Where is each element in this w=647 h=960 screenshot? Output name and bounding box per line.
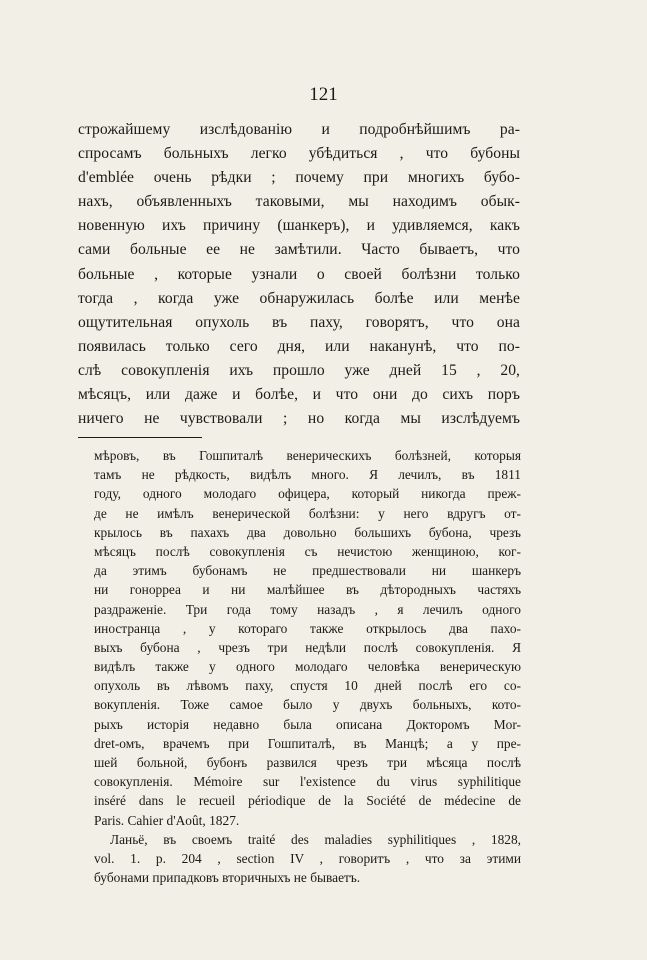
- text-line: тогда , когда уже обнаружилась болѣе или менѣе: [78, 289, 520, 307]
- footnote-line: мѣсяцъ послѣ совокупленія съ нечистою женщиною, ког-: [94, 543, 521, 559]
- text-line: d'emblée очень рѣдки ; почему при многихъ бубо-: [78, 169, 520, 187]
- footnote-line: раздраженіе. Три года тому назадъ , я лечилъ одного: [94, 601, 521, 617]
- footnote-line: опухоль въ лѣвомъ паху, спустя 10 дней послѣ его со-: [94, 678, 521, 694]
- footnote-line: dret-омъ, врачемъ при Гошпиталѣ, въ Манцѣ; а у пре-: [94, 735, 521, 751]
- footnote-line: ни гонорреа и ни малѣйшее въ дѣтородныхъ частяхъ: [94, 582, 521, 598]
- footnote: [94, 446, 521, 887]
- text-line: ощутительная опухоль въ паху, говорятъ, что она: [78, 313, 520, 331]
- footnote-line: выхъ бубона , чрезъ три недѣли послѣ совокупленія. Я: [94, 639, 521, 655]
- footnote-line: де не имѣлъ венерической болѣзни: у него вдругъ от-: [94, 505, 521, 521]
- footnote-line: мѣровъ, въ Гошпиталѣ венерическихъ болѣзней, которыя: [94, 448, 521, 463]
- footnote-line: крылось въ пахахъ два довольно большихъ бубона, чрезъ: [94, 524, 521, 540]
- footnote-line: да этимъ бубонамъ не предшествовали ни шанкеръ: [94, 563, 521, 579]
- page-number: 121: [309, 84, 338, 105]
- footnote-line: рыхъ исторія недавно была описана Докторомъ Mor-: [94, 716, 521, 732]
- text-line: появилась только сего дня, или наканунѣ, что по-: [78, 337, 520, 355]
- footnote-line: Ланьё, въ своемъ traité des maladies syphilitiques , 1828,: [110, 831, 521, 847]
- footnote-line: шей больной, бубонъ развился чрезъ три мѣсяца послѣ: [94, 755, 521, 770]
- footnote-line: inséré dans le recueil périodique de la Société de médecine de: [94, 793, 521, 809]
- text-line: мѣсяцъ, или даже и болѣе, и что они до сихъ поръ: [78, 386, 520, 404]
- text-line: больные , которые узнали о своей болѣзни только: [78, 265, 520, 283]
- footnote-line: вокупленія. Тоже самое было у двухъ больныхъ, кото-: [94, 697, 521, 713]
- footnote-line: видѣлъ также у одного молодаго человѣка венерическую: [94, 659, 521, 675]
- footnote-line: vol. 1. p. 204 , section IV , говоритъ , что за этими: [94, 850, 521, 866]
- text-line: новенную ихъ причину (шанкеръ), и удивляемся, какъ: [78, 217, 520, 235]
- footnote-line: иностранца , у котораго также открылось два пахо-: [94, 620, 521, 636]
- footnote-line: году, одного молодаго офицера, который никогда преж-: [94, 486, 521, 502]
- text-line: сами больные ее не замѣтили. Часто бываетъ, что: [78, 241, 520, 259]
- text-line: строжайшему изслѣдованію и подробнѣйшимъ ра-: [78, 121, 520, 138]
- text-line: спросамъ больныхъ легко убѣдиться , что бубоны: [78, 145, 520, 163]
- footnote-line: совокупленія. Mémoire sur l'existence du virus syphilitique: [94, 774, 521, 790]
- footnote-line: тамъ не рѣдкость, видѣлъ много. Я лечилъ, въ 1811: [94, 467, 521, 483]
- text-line: ничего не чувствовали ; но когда мы изслѣдуемъ: [78, 410, 520, 428]
- main-text: [78, 118, 520, 431]
- footnote-line: бубонами припадковъ вторичныхъ не бываетъ.: [94, 870, 361, 886]
- footnote-divider: [78, 437, 202, 438]
- text-line: слѣ совокупленія ихъ прошло уже дней 15 , 20,: [78, 361, 520, 379]
- text-line: нахъ, объявленныхъ таковыми, мы находимъ обык-: [78, 193, 520, 211]
- footnote-line: Paris. Cahier d'Août, 1827.: [94, 812, 240, 828]
